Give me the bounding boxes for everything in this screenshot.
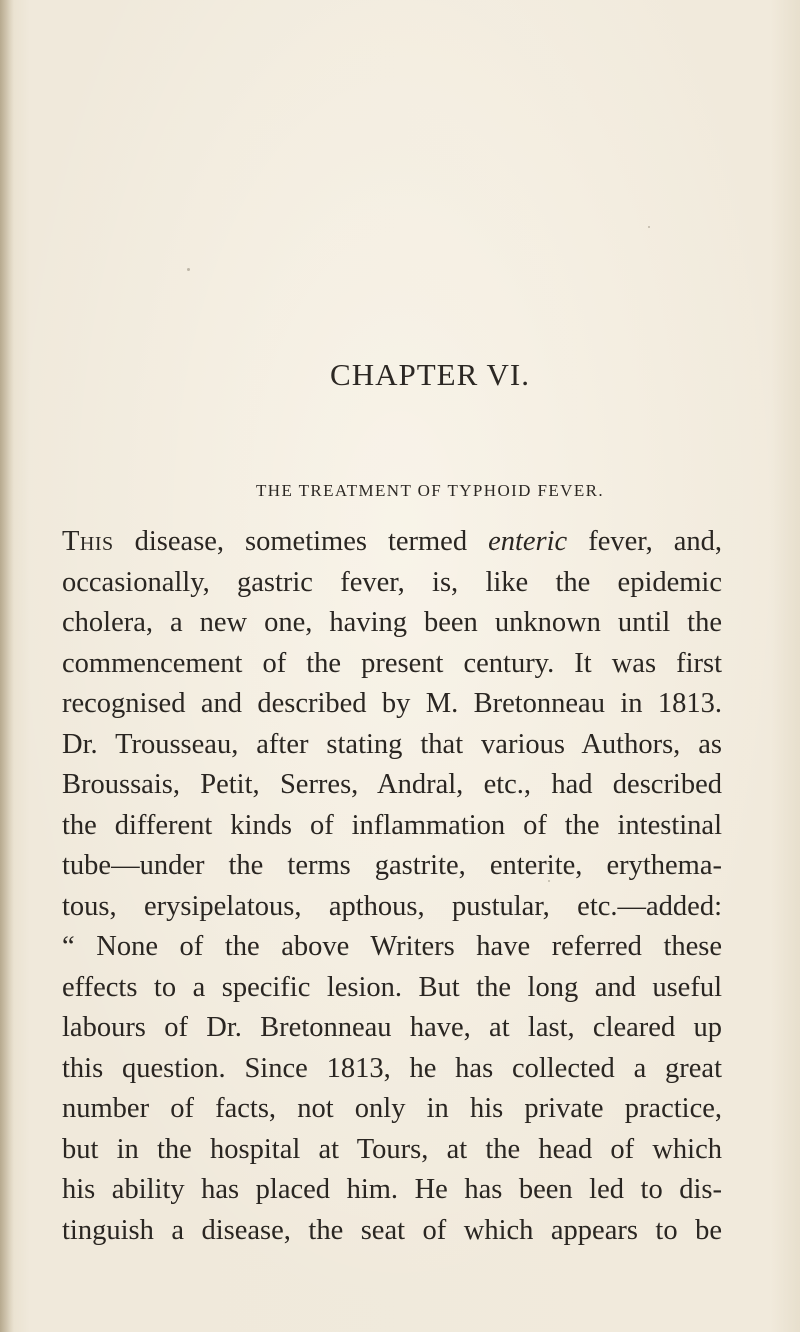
- text-line: his ability has placed him. He has been led to dis-: [62, 1174, 722, 1205]
- paper-speck: [648, 226, 650, 228]
- text-line: effects to a specific lesion. But the long and useful: [62, 971, 722, 1003]
- text-line: tube—under the terms gastrite, enterite, erythema-: [62, 850, 722, 881]
- text-line: recognised and described by M. Bretonneau in 1813.: [62, 688, 722, 719]
- text-line: [62, 522, 722, 563]
- opening-word: This: [62, 526, 114, 557]
- chapter-subtitle: THE TREATMENT OF TYPHOID FEVER.: [256, 481, 604, 500]
- text-segment: fever, and,: [567, 526, 722, 557]
- body-text: [62, 522, 722, 1251]
- text-line: “ None of the above Writers have referred these: [62, 931, 722, 962]
- text-line: this question. Since 1813, he has collected a great: [62, 1052, 722, 1084]
- paper-speck: [187, 268, 190, 271]
- text-line: but in the hospital at Tours, at the head of which: [62, 1133, 722, 1165]
- text-line: Dr. Trousseau, after stating that various Authors, as: [62, 728, 722, 760]
- text-line: number of facts, not only in his private practice,: [62, 1093, 722, 1124]
- emphasized-word: enteric: [488, 526, 568, 557]
- text-line: tinguish a disease, the seat of which appears to be: [62, 1214, 722, 1246]
- text-line: labours of Dr. Bretonneau have, at last, cleared up: [62, 1012, 722, 1043]
- text-line: Broussais, Petit, Serres, Andral, etc., had described: [62, 769, 722, 800]
- page-gutter-shadow: [0, 0, 14, 1332]
- text-segment: disease, sometimes termed: [113, 526, 489, 557]
- text-line: commencement of the present century. It was first: [62, 647, 722, 679]
- chapter-heading: CHAPTER VI.: [330, 357, 530, 392]
- text-line: cholera, a new one, having been unknown until the: [62, 607, 722, 638]
- text-line: occasionally, gastric fever, is, like the epidemic: [62, 566, 722, 598]
- text-line: tous, erysipelatous, apthous, pustular, etc.—added:: [62, 890, 722, 922]
- text-line: the different kinds of inflammation of the intestinal: [62, 809, 722, 841]
